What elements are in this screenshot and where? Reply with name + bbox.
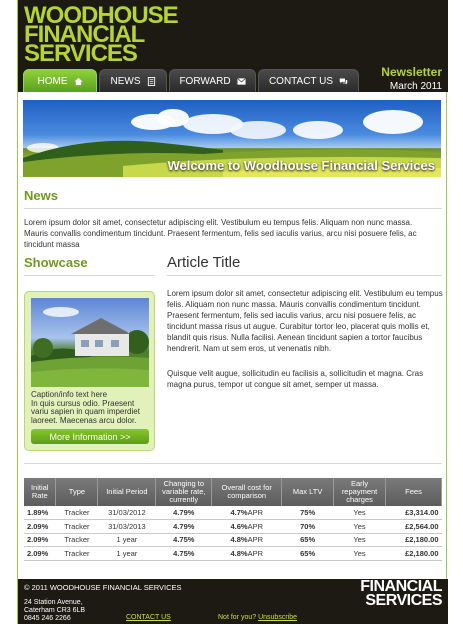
cell-apr-unit: APR	[247, 535, 263, 545]
column-header: Early repayment charges	[334, 478, 386, 506]
cell-variable-rate: 4.75%	[156, 533, 212, 547]
address-line: 24 Station Avenue,	[24, 599, 83, 606]
cell-overall-cost-value: 4.6%	[230, 521, 248, 531]
article-paragraph: Lorem ipsum dolor sit amet, consectetur adipiscing elit. Vestibulum eu tempus felis. Aliquam non nunc massa. Mauris convallis condimentum tincidunt. Praesent fermentum, felis sed iaculis varius, arcu nisi posuere felis, ac tincidunt massa risus ut augue. Curabitur tortor leo, placerat quis mollis et, blandit quis risus. Nulla facilisi. Aenean tincidunt sapien a tortor faucibus hendrerit. Nam ut sem eros, ut venenatis nibh.	[167, 289, 443, 353]
cell-type: Tracker	[56, 533, 98, 547]
unsubscribe-link[interactable]: Unsubscribe	[258, 614, 298, 621]
speech-bubble-icon	[339, 77, 348, 86]
more-information-button[interactable]: More Information >>	[31, 429, 149, 444]
column-header: Initial Period	[98, 478, 156, 506]
showcase-heading: Showcase	[24, 255, 88, 270]
showcase-caption	[31, 391, 153, 425]
tab-contact-us[interactable]	[258, 69, 359, 92]
footer-logo-line: FINANCIAL	[360, 578, 442, 595]
cell-initial-period: 31/03/2013	[98, 520, 156, 534]
cell-early-repayment: Yes	[334, 520, 386, 534]
cell-max-ltv: 65%	[282, 533, 334, 547]
news-body: Lorem ipsum dolor sit amet, consectetur adipiscing elit. Vestibulum eu tempus felis. Aliquam non nunc massa. Mauris convallis condimentum tincidunt. Praesent fermentum, felis sed iaculis varius, arcu nisi posuere felis, ac tincidunt massa	[24, 218, 417, 249]
newsletter-heading	[381, 65, 442, 92]
footer	[18, 564, 448, 624]
footer-contact-link[interactable]: CONTACT US	[126, 614, 171, 621]
cell-type: Tracker	[56, 547, 98, 561]
envelope-icon	[237, 77, 246, 86]
cell-fees: £2,180.00	[386, 547, 442, 561]
tab-forward[interactable]	[169, 69, 256, 92]
tab-home-label: HOME	[37, 75, 68, 87]
header	[18, 0, 448, 92]
main-nav	[23, 69, 359, 92]
logo-line: FINANCIAL	[24, 21, 145, 48]
table-row	[24, 520, 442, 534]
cell-type: Tracker	[56, 520, 98, 534]
cell-initial-rate: 2.09%	[24, 520, 56, 534]
cell-early-repayment: Yes	[334, 506, 386, 520]
cell-overall-cost-value: 4.7%	[230, 508, 248, 517]
column-header: Initial Rate	[24, 478, 56, 506]
footer-logo-line: SERVICES	[365, 592, 442, 609]
cell-type: Tracker	[56, 506, 98, 520]
table-row	[24, 506, 442, 520]
logo[interactable]	[24, 2, 178, 67]
house-illustration	[31, 298, 149, 387]
address-line: Caterham CR3 6LB	[24, 607, 86, 614]
cell-overall-cost	[212, 547, 282, 561]
cell-initial-rate: 1.89%	[24, 506, 56, 520]
cell-overall-cost	[212, 506, 282, 520]
divider	[24, 208, 442, 209]
cell-initial-period: 1 year	[98, 547, 156, 561]
cell-apr-unit: APR	[247, 521, 263, 531]
logo-line: SERVICES	[24, 40, 137, 67]
column-header: Type	[56, 478, 98, 506]
cell-max-ltv: 70%	[282, 520, 334, 534]
newsletter-date: March 2011	[389, 81, 442, 92]
logo-line: WOODHOUSE	[24, 2, 178, 29]
tab-contact-label: CONTACT US	[268, 75, 334, 87]
copyright-text: © 2011 WOODHOUSE FINANCIAL SERVICES	[24, 583, 182, 592]
article-paragraph: Quisque velit augue, sollicitudin eu facilisis a, sollicitudin et magna. Cras magna purus, tempor ut congue sit amet, semper ut massa.	[167, 369, 424, 389]
article-title: Article Title	[167, 254, 241, 271]
unsubscribe-notice	[218, 614, 297, 621]
divider	[167, 275, 442, 276]
tab-news-label: NEWS	[110, 75, 141, 87]
divider	[24, 463, 442, 464]
phone-number: 0845 246 2266	[24, 615, 71, 622]
tab-forward-label: FORWARD	[179, 75, 231, 87]
caption-body: In quis cursus odio. Praesent variu sapien in quam imperdiet laoreet. Maecenas arcu dolor.	[31, 398, 140, 425]
cell-apr-unit: APR	[247, 508, 263, 517]
table-header-row	[24, 478, 442, 506]
footer-logo-line: WOODHOUSE	[338, 564, 442, 581]
home-icon	[74, 77, 83, 86]
cell-overall-cost-value: 4.8%	[230, 548, 248, 558]
footer-logo	[338, 566, 442, 608]
banner-welcome-text: Welcome to Woodhouse Financial Services	[167, 158, 435, 173]
divider	[24, 275, 155, 276]
column-header: Max LTV	[282, 478, 334, 506]
cell-fees: £3,314.00	[386, 506, 442, 520]
cell-early-repayment: Yes	[334, 533, 386, 547]
hero-banner	[23, 100, 441, 177]
tab-home[interactable]	[23, 69, 97, 92]
cell-overall-cost	[212, 533, 282, 547]
cell-initial-rate: 2.09%	[24, 533, 56, 547]
cell-variable-rate: 4.75%	[156, 547, 212, 561]
column-header: Fees	[386, 478, 442, 506]
cell-initial-rate: 2.09%	[24, 547, 56, 561]
not-you-text: Not for you?	[218, 614, 257, 621]
cell-initial-period: 1 year	[98, 533, 156, 547]
document-icon	[147, 77, 156, 86]
news-heading: News	[24, 188, 58, 203]
cell-early-repayment: Yes	[334, 547, 386, 561]
column-header: Changing to variable rate, currently	[156, 478, 212, 506]
showcase-card	[24, 291, 155, 451]
showcase-house-image	[31, 298, 149, 387]
address	[24, 599, 85, 623]
cell-variable-rate: 4.79%	[156, 520, 212, 534]
tab-news[interactable]	[99, 69, 167, 92]
cell-fees: £2,564.00	[386, 520, 442, 534]
caption-heading: Caption/info text here	[31, 390, 108, 399]
cell-variable-rate: 4.79%	[156, 506, 212, 520]
column-header: Overall cost for comparison	[212, 478, 282, 506]
cell-initial-period: 31/03/2012	[98, 506, 156, 520]
table-row	[24, 547, 442, 561]
cell-fees: £2,180.00	[386, 533, 442, 547]
rates-table	[24, 478, 442, 561]
cell-overall-cost-value: 4.8%	[230, 535, 248, 545]
cell-overall-cost	[212, 520, 282, 534]
table-row	[24, 533, 442, 547]
cell-max-ltv: 65%	[282, 547, 334, 561]
cell-apr-unit: APR	[247, 548, 263, 558]
cell-max-ltv: 75%	[282, 506, 334, 520]
newsletter-title: Newsletter	[381, 65, 442, 79]
newsletter-page	[17, 0, 447, 624]
